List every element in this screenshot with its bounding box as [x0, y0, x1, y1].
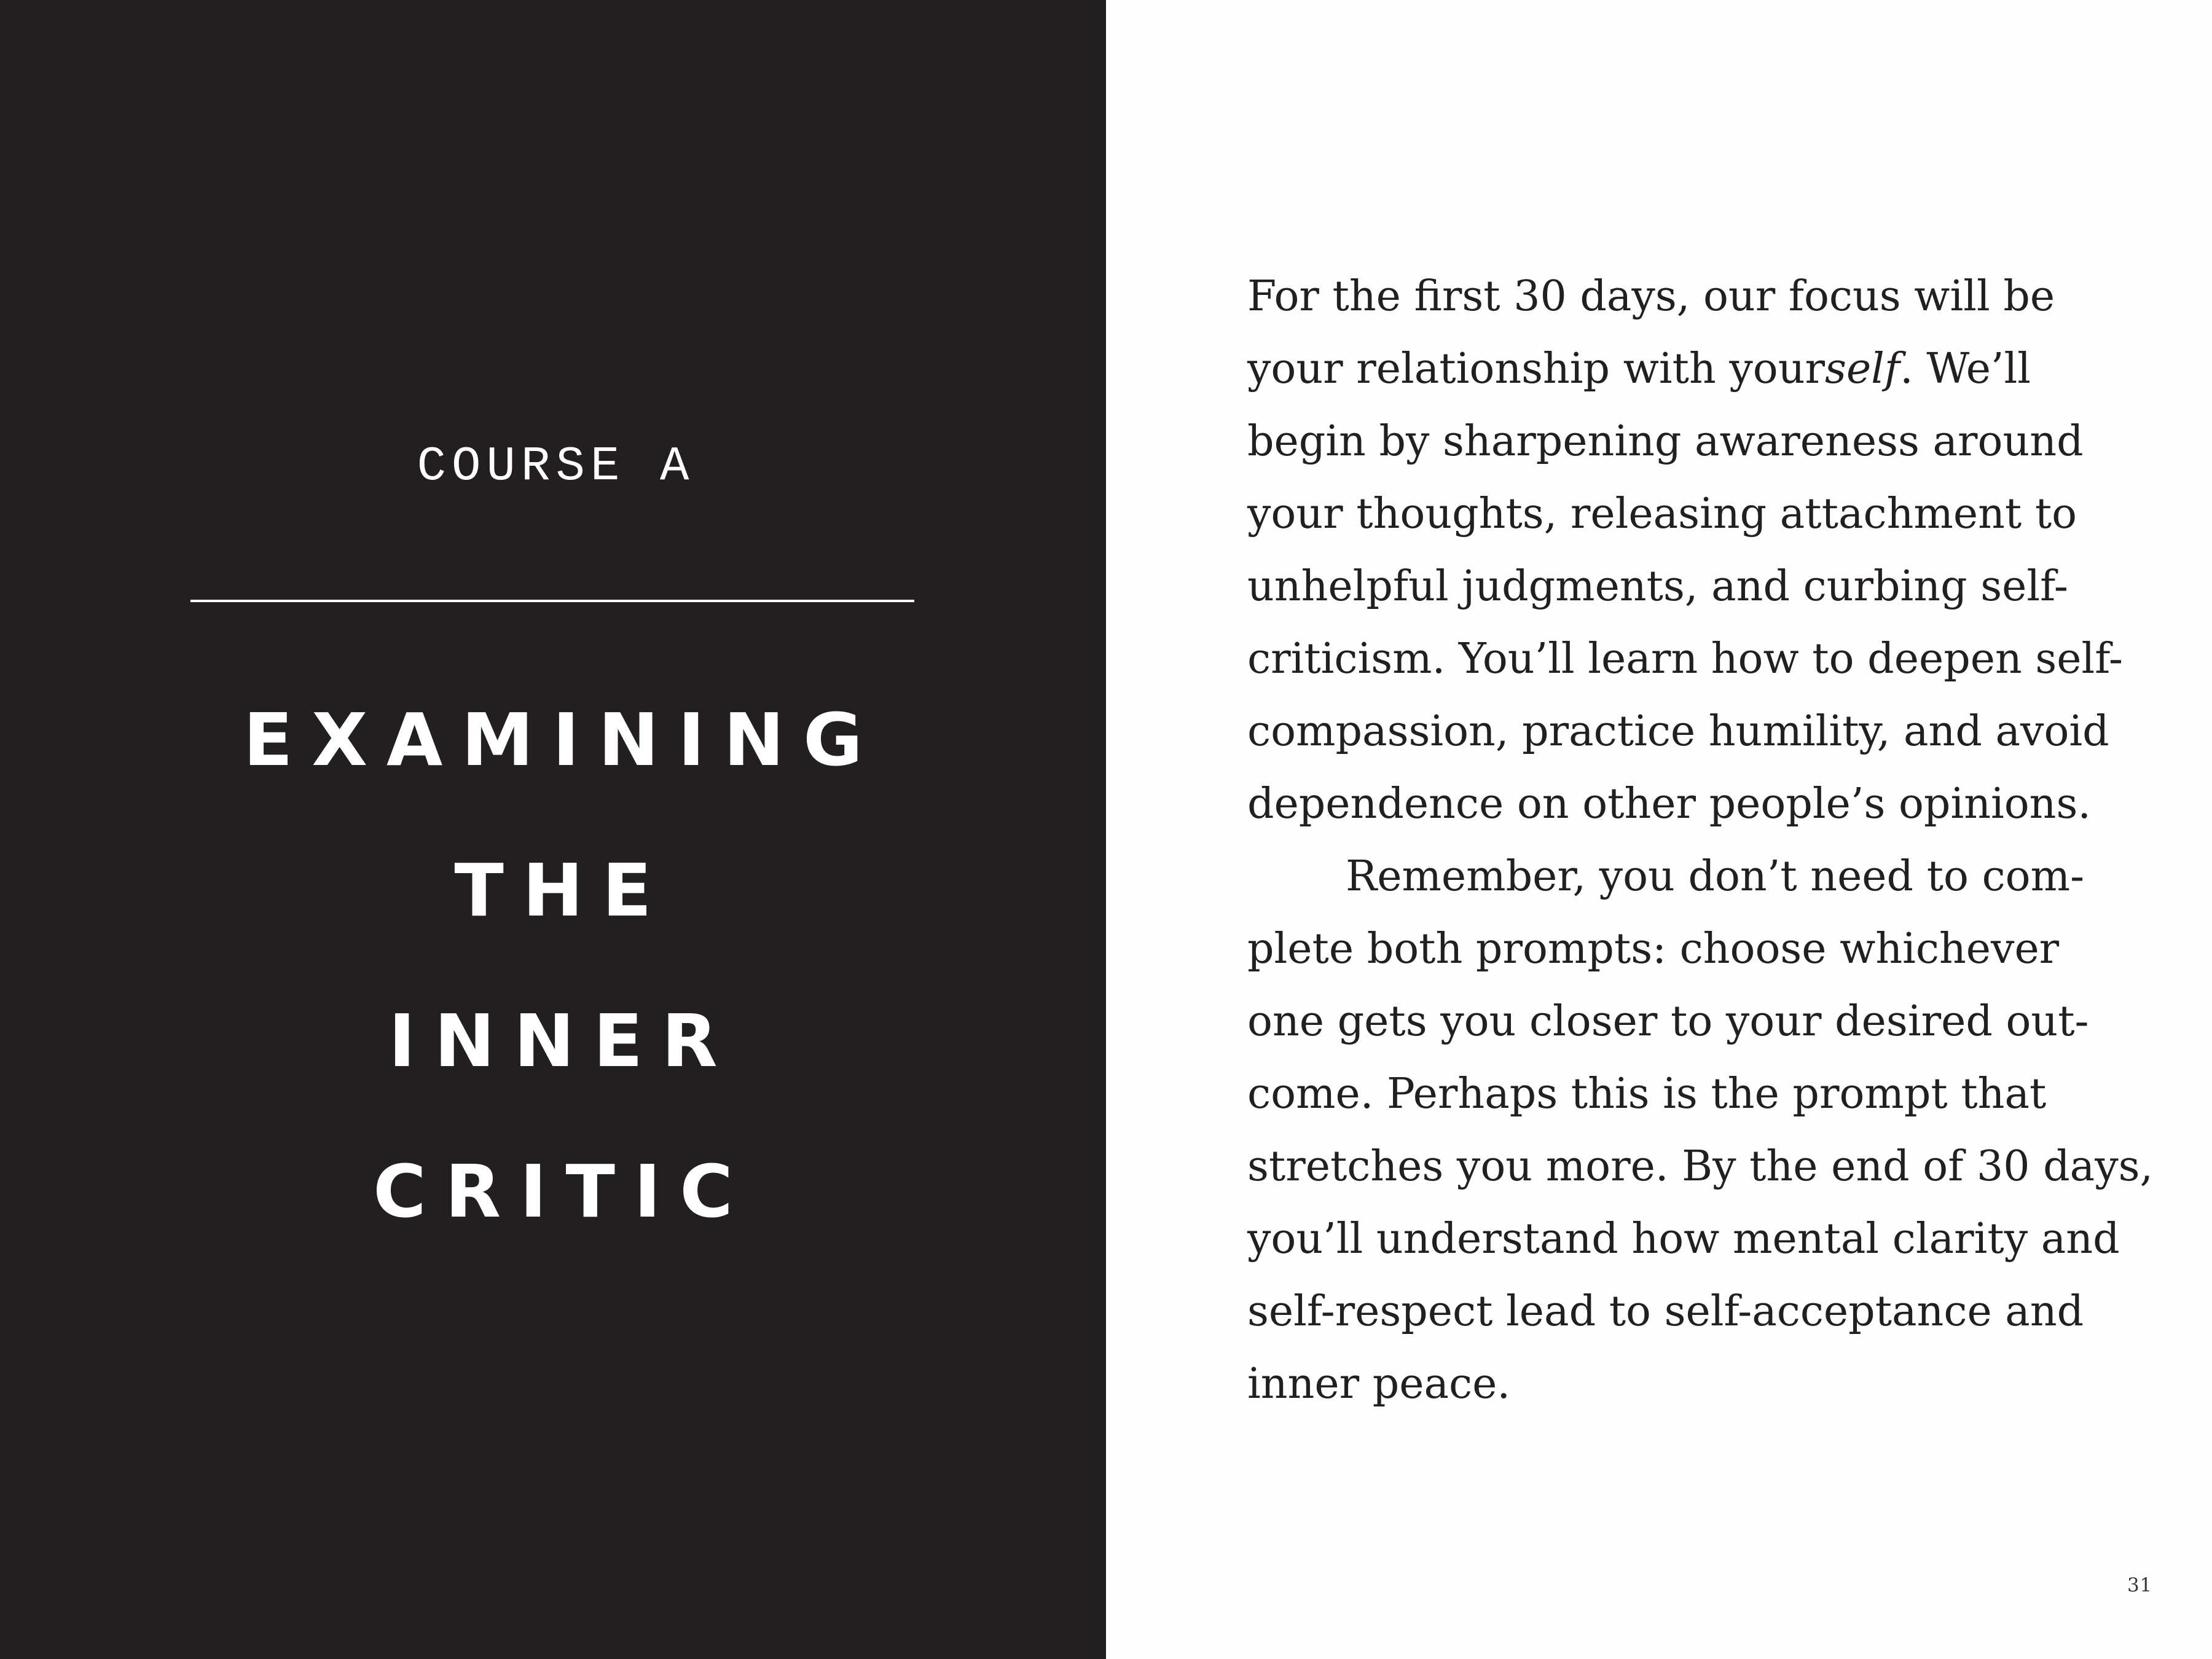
text-line — [1247, 1131, 2153, 1203]
text-line — [1247, 406, 2153, 478]
text-segment: come. Perhaps this is the prompt that — [1247, 1070, 2047, 1118]
text-line — [1247, 986, 2153, 1058]
text-segment: you’ll understand how mental clarity and — [1247, 1215, 2120, 1263]
text-line — [1247, 913, 2153, 986]
paragraph — [1247, 841, 2153, 1421]
title-line-4: CRITIC — [373, 1149, 752, 1234]
title-line-1: EXAMINING — [243, 697, 882, 782]
text-line — [1247, 478, 2153, 551]
right-page — [1106, 0, 2212, 1659]
paragraph — [1247, 261, 2153, 841]
text-line — [1247, 261, 2153, 333]
italic-text-segment: self — [1825, 345, 1900, 393]
body-text — [1247, 261, 2153, 1421]
title-line-2: THE — [454, 848, 671, 933]
text-segment: dependence on other people’s opinions. — [1247, 780, 2091, 828]
text-segment: . We’ll — [1900, 345, 2031, 393]
text-line — [1247, 768, 2153, 841]
page-number: 31 — [2127, 1574, 2152, 1596]
book-title — [0, 665, 1106, 1267]
text-line — [1247, 841, 2153, 913]
course-label: COURSE A — [417, 439, 695, 494]
text-segment: For the first 30 days, our focus will be — [1247, 272, 2055, 321]
text-segment: stretches you more. By the end of 30 days, — [1247, 1142, 2154, 1191]
text-segment: your relationship with your — [1247, 345, 1826, 393]
text-segment: criticism. You’ll learn how to deepen self- — [1247, 635, 2123, 683]
text-line — [1247, 551, 2153, 623]
text-line — [1247, 1058, 2153, 1131]
text-segment: begin by sharpening awareness around — [1247, 417, 2084, 466]
text-segment: plete both prompts: choose whichever — [1247, 925, 2060, 973]
text-line — [1247, 1276, 2153, 1348]
text-line — [1247, 1203, 2153, 1276]
text-segment: your thoughts, releasing attachment to — [1247, 490, 2077, 538]
text-segment: inner peace. — [1247, 1360, 1510, 1408]
text-line — [1247, 333, 2153, 406]
divider-line — [190, 600, 914, 602]
text-segment: Remember, you don’t need to com- — [1346, 852, 2085, 901]
text-segment: one gets you closer to your desired out- — [1247, 997, 2089, 1046]
text-segment: self-respect lead to self-acceptance and — [1247, 1287, 2084, 1336]
text-segment: compassion, practice humility, and avoid — [1247, 707, 2109, 756]
text-line — [1247, 1348, 2153, 1421]
text-line — [1247, 623, 2153, 696]
text-line — [1247, 696, 2153, 768]
title-line-3: INNER — [388, 998, 737, 1083]
text-segment: unhelpful judgments, and curbing self- — [1247, 562, 2068, 611]
